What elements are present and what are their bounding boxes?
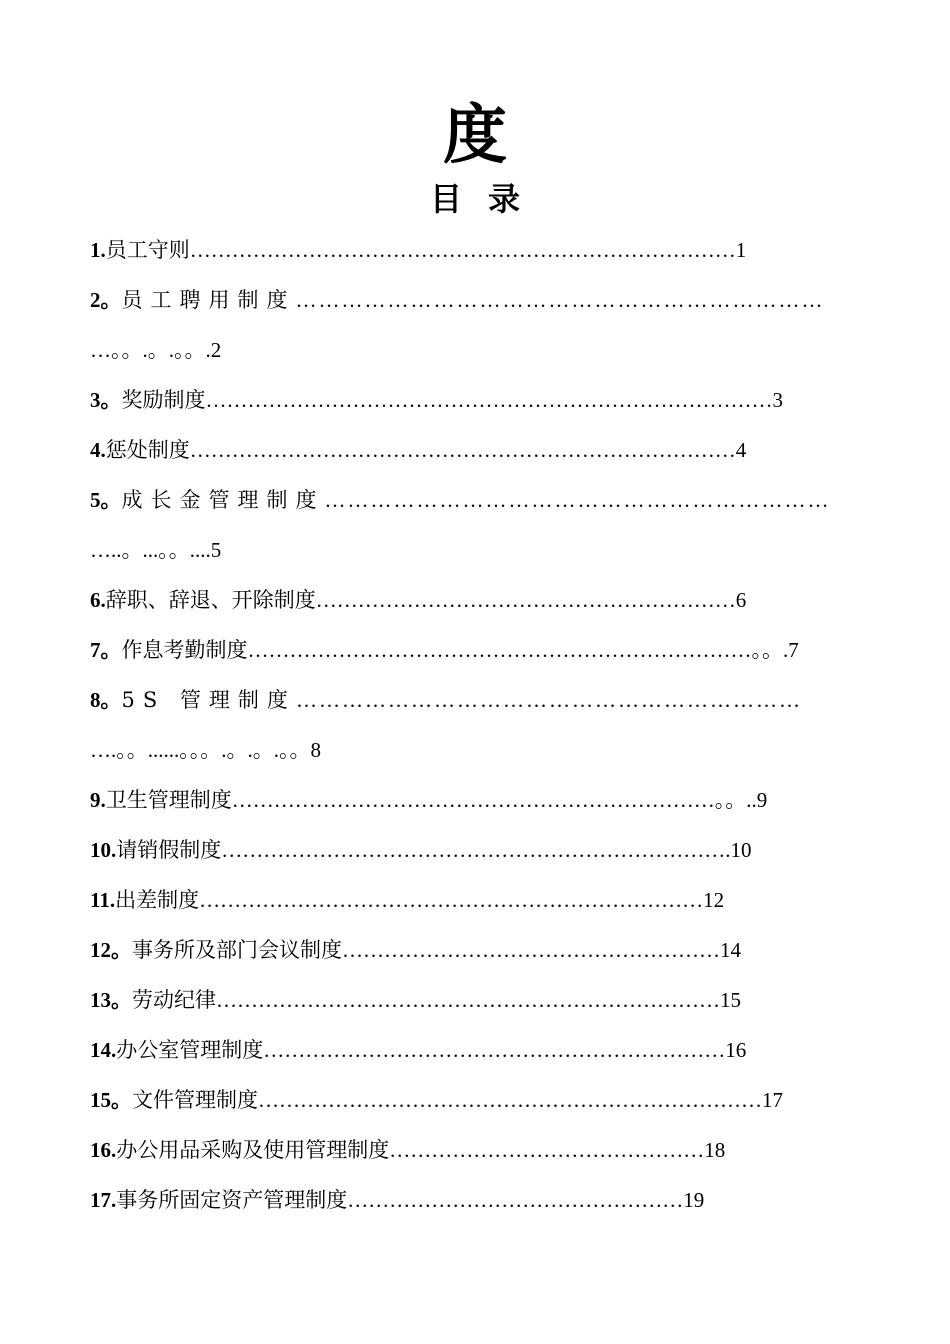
toc-entry-number: 5。: [90, 488, 122, 512]
toc-entry-page: 9: [756, 788, 768, 812]
toc-entry-leader: ………………………………………………………………: [216, 988, 720, 1012]
toc-entry-number: 12。: [90, 938, 132, 962]
toc-entry-leader: ………………………………………………………………: [199, 888, 704, 912]
toc-entry-page: 10: [730, 838, 752, 862]
toc-entry[interactable]: [90, 925, 860, 975]
toc-entry-page: 14: [720, 938, 741, 962]
toc-entry-title: 惩处制度: [105, 438, 190, 462]
toc-entry-leader: …。。.。.。。: [90, 338, 206, 362]
toc-entry-page: 19: [683, 1188, 705, 1212]
toc-entry-title: 办公室管理制度: [116, 1038, 264, 1062]
toc-entry-leader: ….。。......。。。.。.。.。。: [90, 738, 311, 762]
toc-entry[interactable]: [90, 1175, 860, 1225]
toc-entry-title: 作息考勤制度: [121, 638, 248, 662]
toc-entry-leader: ……………………………………………………………….: [221, 838, 731, 862]
toc-entry-title: 卫生管理制度: [105, 788, 232, 812]
toc-entry-leader: ………………………………………………………………。。.: [247, 638, 789, 662]
toc-entry-page: 6: [735, 588, 747, 612]
toc-entry[interactable]: [90, 275, 860, 325]
toc-entry-page: 1: [735, 238, 747, 262]
toc-entry-number: 16.: [90, 1138, 117, 1162]
toc-entry[interactable]: [90, 975, 860, 1025]
toc-entry-number: 17.: [90, 1188, 117, 1212]
toc-heading: 目录: [429, 180, 546, 218]
toc-entry-number: 13。: [90, 988, 132, 1012]
toc-entry-leader: ……………………………………………………………………: [189, 438, 736, 462]
toc-entry[interactable]: [90, 825, 860, 875]
toc-entry[interactable]: [90, 875, 860, 925]
toc-entry-leader: ……………………………………………………………………: [189, 238, 736, 262]
toc-entry-leader: ……………………………………………………: [315, 588, 736, 612]
toc-entry[interactable]: [90, 375, 860, 425]
toc-entry-page: .2: [205, 338, 222, 362]
toc-entry-number: 9.: [90, 788, 106, 812]
toc-entry[interactable]: [90, 675, 860, 725]
toc-entry-title: 事务所固定资产管理制度: [116, 1188, 348, 1212]
toc-entry-title: 员工守则: [105, 238, 190, 262]
toc-entry-leader: …………………………………………: [347, 1188, 684, 1212]
toc-entry[interactable]: [90, 725, 860, 775]
toc-entry[interactable]: [90, 1125, 860, 1175]
toc-entry-number: 10.: [90, 838, 117, 862]
toc-entry-leader: ……………………………………………………………: [295, 288, 825, 312]
toc-entry-number: 14.: [90, 1038, 117, 1062]
toc-entry-page: 12: [703, 888, 725, 912]
toc-entry-leader: …..。...。。....: [90, 538, 211, 562]
toc-entry-leader: ………………………………………………………………: [258, 1088, 762, 1112]
toc-entry-page: 3: [772, 388, 783, 412]
toc-entry-number: 2。: [90, 288, 122, 312]
toc-entry[interactable]: [90, 425, 860, 475]
toc-entry-title: 办公用品采购及使用管理制度: [116, 1138, 390, 1162]
toc-entry-title: 事务所及部门会议制度: [132, 938, 342, 962]
toc-entry-page: 7: [788, 638, 799, 662]
table-of-contents: [90, 225, 860, 1225]
toc-entry-number: 11.: [90, 888, 116, 912]
toc-entry-title: 劳动纪律: [132, 988, 216, 1012]
toc-entry-title: 请销假制度: [116, 838, 222, 862]
toc-entry[interactable]: [90, 1025, 860, 1075]
toc-entry-leader: …………………………………………………………: [295, 688, 802, 712]
toc-entry[interactable]: [90, 1075, 860, 1125]
toc-entry-title: 奖励制度: [121, 388, 206, 412]
toc-entry-number: 15。: [90, 1088, 132, 1112]
toc-entry-number: 7。: [90, 638, 122, 662]
toc-entry-number: 1.: [90, 238, 106, 262]
toc-entry-number: 6.: [90, 588, 106, 612]
toc-entry-leader: ………………………………………: [389, 1138, 705, 1162]
toc-entry-leader: …………………………………………………………: [263, 1038, 726, 1062]
toc-entry-page: 8: [310, 738, 321, 762]
toc-entry[interactable]: [90, 325, 860, 375]
toc-entry-page: 16: [725, 1038, 747, 1062]
document-title: 度: [443, 98, 507, 173]
toc-entry[interactable]: [90, 525, 860, 575]
toc-entry-number: 3。: [90, 388, 122, 412]
toc-entry-page: 5: [210, 538, 222, 562]
toc-entry-leader: …………………………………………………………: [324, 488, 831, 512]
toc-entry-leader: ………………………………………………………………………: [205, 388, 773, 412]
toc-entry-number: 4.: [90, 438, 106, 462]
toc-entry-page: 17: [762, 1088, 783, 1112]
toc-entry-leader: ………………………………………………: [342, 938, 720, 962]
toc-entry[interactable]: [90, 575, 860, 625]
toc-entry[interactable]: [90, 475, 860, 525]
toc-entry-title: 员工聘用制度: [121, 288, 296, 312]
toc-entry-title: 出差制度: [115, 888, 200, 912]
toc-entry-title: 辞职、辞退、开除制度: [105, 588, 316, 612]
toc-entry-leader: ……………………………………………………………。。..: [231, 788, 757, 812]
toc-entry-page: 15: [720, 988, 741, 1012]
toc-entry[interactable]: [90, 775, 860, 825]
toc-entry-title: 5S 管理制度: [121, 688, 296, 712]
toc-entry-page: 4: [735, 438, 747, 462]
toc-entry[interactable]: [90, 625, 860, 675]
toc-entry-title: 文件管理制度: [132, 1088, 258, 1112]
toc-entry[interactable]: [90, 225, 860, 275]
toc-entry-page: 18: [704, 1138, 726, 1162]
toc-entry-title: 成长金管理制度: [121, 488, 325, 512]
toc-entry-number: 8。: [90, 688, 122, 712]
